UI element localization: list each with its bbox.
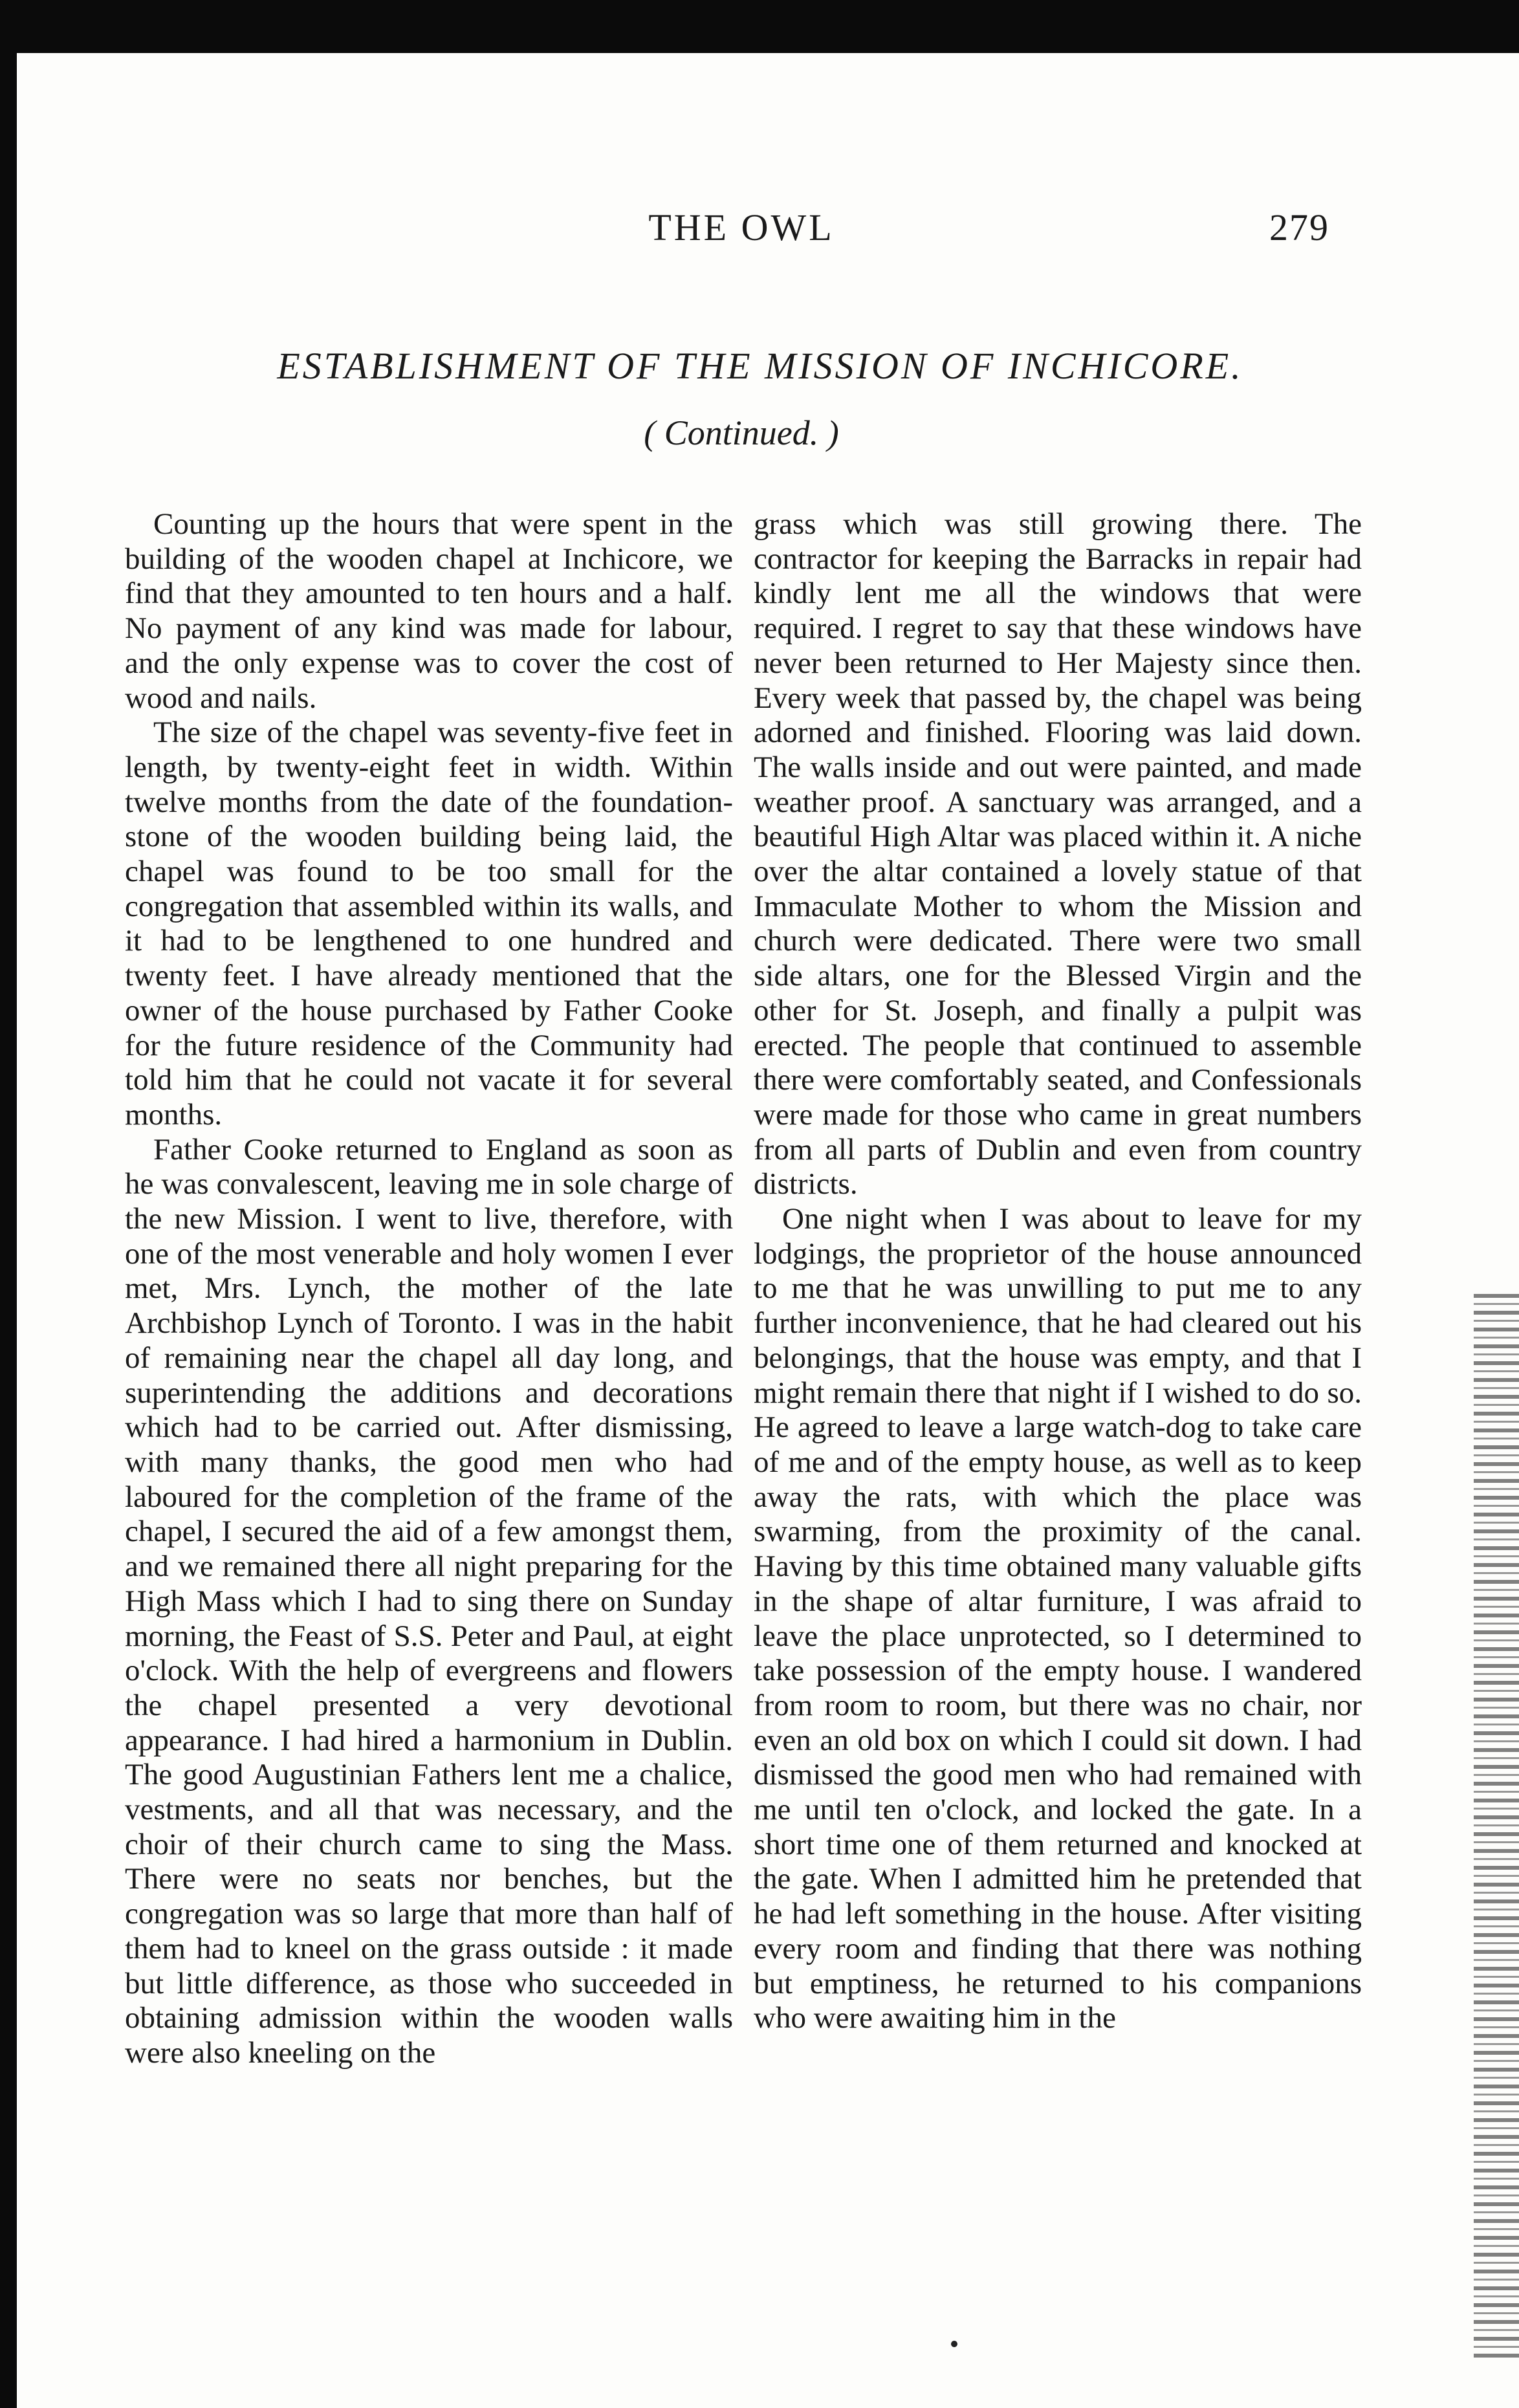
right-column — [754, 507, 1362, 2036]
paragraph-continuation: grass which was still growing there. The contractor for keeping the Barracks in repair had kindly lent me all the windows that were required. I regret to say that these windows have never been returned to Her Majesty since then. Every week that passed by, the chapel was being adorned and finished. Flooring was laid down. The walls inside and out were painted, and made weather proof. A sanctuary was arranged, and a beautiful High Altar was placed within it. A niche over the altar contained a lovely statue of that Immaculate Mother to whom the Mission and church were dedicated. There were two small side altars, one for the Blessed Virgin and the other for St. Joseph, and finally a pulpit was erected. The people that continued to assemble there were comfortably seated, and Confessionals were made for those who came in great numbers from all parts of Dublin and even from country districts. — [754, 507, 1362, 1201]
left-column — [125, 507, 733, 2071]
paragraph: Father Cooke returned to England as soon as he was convalescent, leaving me in sole charge of the new Mission. I went to live, therefore, with one of the most venerable and holy women I ever met, Mrs. Lynch, the mother of the late Archbishop Lynch of Toronto. I was in the habit of remaining near the chapel all day long, and superintending the additions and decorations which had to be carried out. After dismissing, with many thanks, the good men who had laboured for the completion of the frame of the chapel, I secured the aid of a few amongst them, and we remained there all night preparing for the High Mass which I had to sing there on Sunday morning, the Feast of S.S. Peter and Paul, at eight o'clock. With the help of evergreens and flowers the chapel presented a very devotional appearance. I had hired a harmonium in Dublin. The good Augustinian Fathers lent me a chalice, vestments, and all that was necessary, and the choir of their church came to sing the Mass. There were no seats nor benches, but the congregation was so large that more than half of them had to kneel on the grass outside : it made but little difference, as those who succeeded in obtaining admission within the wooden walls were also kneeling on the — [125, 1132, 733, 2070]
paragraph: One night when I was about to leave for my lodgings, the proprietor of the house announced to me that he was unwilling to put me to any further inconvenience, that he had cleared out his belongings, that the house was empty, and that I might remain there that night if I wished to do so. He agreed to leave a large watch-dog to take care of me and of the empty house, as well as to keep away the rats, with which the place was swarming, from the proximity of the canal. Having by this time obtained many valuable gifts in the shape of altar furniture, I was afraid to leave the place unprotected, so I determined to take possession of the empty house. I wandered from room to room, but there was no chair, nor even an old box on which I could sit down. I had dismissed the good men who had remained with me until ten o'clock, and locked the gate. In a short time one of them returned and knocked at the gate. When I admitted him he pretended that he had left something in the house. After visiting every room and finding that there was nothing but emptiness, he returned to his companions who were awaiting him in the — [754, 1202, 1362, 2035]
paragraph: The size of the chapel was seventy-five feet in length, by twenty-eight feet in width. Within twelve months from the date of the foundation-stone of the wooden building being laid, the chapel was found to be too small for the congregation that assembled within its walls, and it had to be lengthened to one hundred and twenty feet. I have already mentioned that the owner of the house purchased by Father Cooke for the future residence of the Community had told him that he could not vacate it for several months. — [125, 716, 733, 1132]
paragraph: Counting up the hours that were spent in the building of the wooden chapel at Inchicore, we find that they amounted to ten hours and a half. No payment of any kind was made for labour, and the only expense was to cover the cost of wood and nails. — [125, 507, 733, 715]
ink-speck — [951, 2341, 957, 2347]
scan-top-border — [0, 0, 1519, 53]
article-title: ESTABLISHMENT OF THE MISSION OF INCHICORE. — [277, 345, 1243, 387]
scan-left-border — [0, 0, 17, 2408]
running-head: THE OWL — [648, 206, 835, 248]
page-number: 279 — [1269, 206, 1329, 248]
scan-right-edge-noise — [1474, 1294, 1519, 2361]
article-subtitle: ( Continued. ) — [644, 413, 839, 452]
